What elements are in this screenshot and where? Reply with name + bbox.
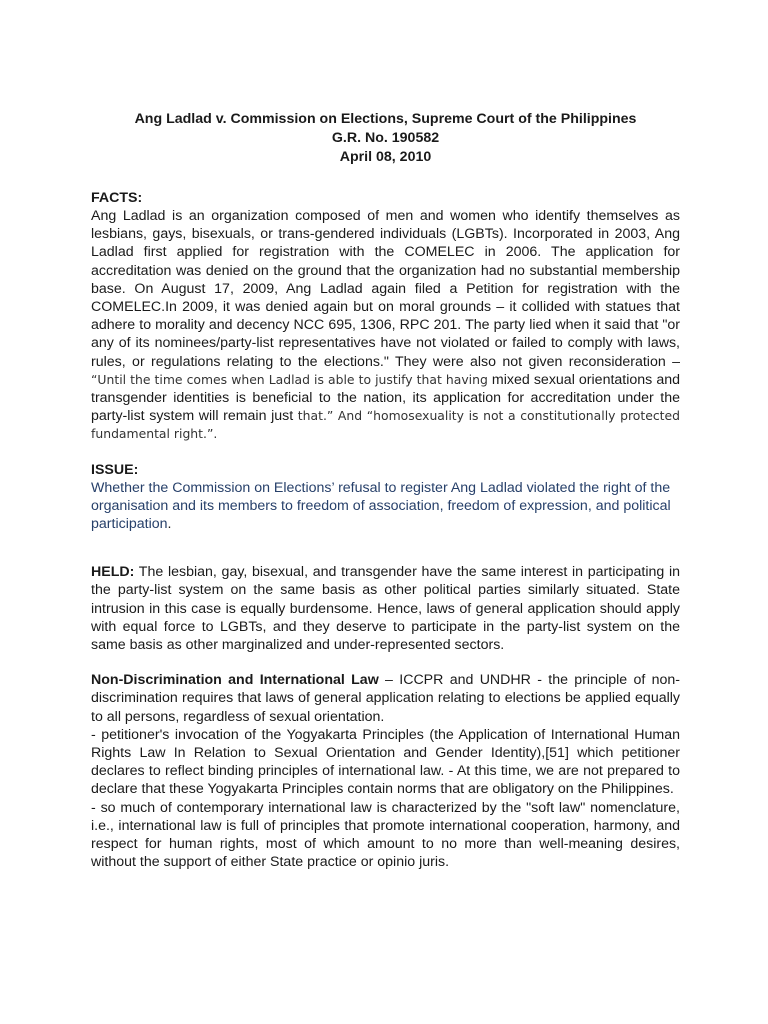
held-heading: HELD: (91, 564, 135, 581)
issue-heading: ISSUE: (91, 461, 139, 478)
held-text: The lesbian, gay, bisexual, and transgender have the same interest in participating in the party-list system on the same basis as other political parties similarly situated. State intrusion in this case is equally burdensome. Hence, laws of general application should apply with equal force to LGBTs, and they deserve to participate in the party-list system on the same basis as other marginalized and under-represented sectors. (91, 564, 680, 654)
facts-quote-start: “Until the time comes when Ladlad is able to justify that having (91, 371, 488, 387)
facts-quote-end: that.” And (297, 408, 363, 424)
non-discrimination-point-2: - so much of contemporary international law is characterized by the "soft law" nomenclature, i.e., international law is full of principles that promote international cooperation, harmony, and respect for human rights, most of which amount to no more than well-meaning desires, without the support of either State practice or opinio juris. (91, 799, 680, 871)
non-discrimination-section (91, 671, 680, 871)
non-discrimination-intro-text: – ICCPR and UNDHR - the principle of non-discrimination requires that laws of general application relating to elections be applied equally to all persons, regardless of sexual orientation. (91, 672, 680, 725)
issue-end: . (167, 516, 172, 533)
case-header (91, 110, 680, 167)
case-title: Ang Ladlad v. Commission on Elections, Supreme Court of the Philippines (134, 111, 637, 127)
non-discrimination-point-1: - petitioner's invocation of the Yogyakarta Principles (the Application of International Human Rights Law In Relation to Sexual Orientation and Gender Identity),[51] which petitioner declares to reflect binding principles of international law. - At this time, we are not prepared to declare that these Yogyakarta Principles contain norms that are obligatory on the Philippines. (91, 726, 680, 798)
non-discrimination-intro (91, 671, 680, 726)
facts-text: Ang Ladlad is an organization composed of men and women who identify themselves as lesbians, gays, bisexuals, or trans-gendered individuals (LGBTs). Incorporated in 2003, Ang Ladlad first applied for registration with the COMELEC in 2006. The application for accreditation was denied on the ground that the organization had no substantial membership base. On August 17, 2009, Ang Ladlad again filed a Petition for registration with the COMELEC.In 2009, it was denied again but on moral grounds – it collided with statues that adhere to morality and decency NCC 695, 1306, RPC 201. The party lied when it said that "or any of its nominees/party-list representatives have not violated or failed to comply with laws, rules, or regulations relating to the elections." They were also not given reconsideration – (91, 208, 680, 370)
non-discrimination-heading: Non-Discrimination and International Law (91, 672, 379, 689)
held-body (91, 563, 680, 654)
facts-body (91, 207, 680, 444)
facts-heading: FACTS: (91, 190, 143, 206)
facts-text-continued: mixed sexual orientations and transgender identities is beneficial to the nation, its application for accreditation under the party-list system will remain just (91, 371, 680, 425)
issue-text: Whether the Commission on Elections’ refusal to register Ang Ladlad violated the right of the organisation and its members to freedom of association, freedom of expression, and political participation (91, 479, 671, 533)
case-date: April 08, 2010 (339, 149, 432, 165)
facts-section (91, 189, 680, 444)
issue-body (91, 479, 680, 534)
held-section (91, 563, 680, 654)
issue-section (91, 461, 680, 534)
facts-quote-homosexuality: “homosexuality is not a constitutionally protected fundamental right.”. (91, 408, 680, 442)
case-gr-number: G.R. No. 190582 (331, 130, 440, 146)
